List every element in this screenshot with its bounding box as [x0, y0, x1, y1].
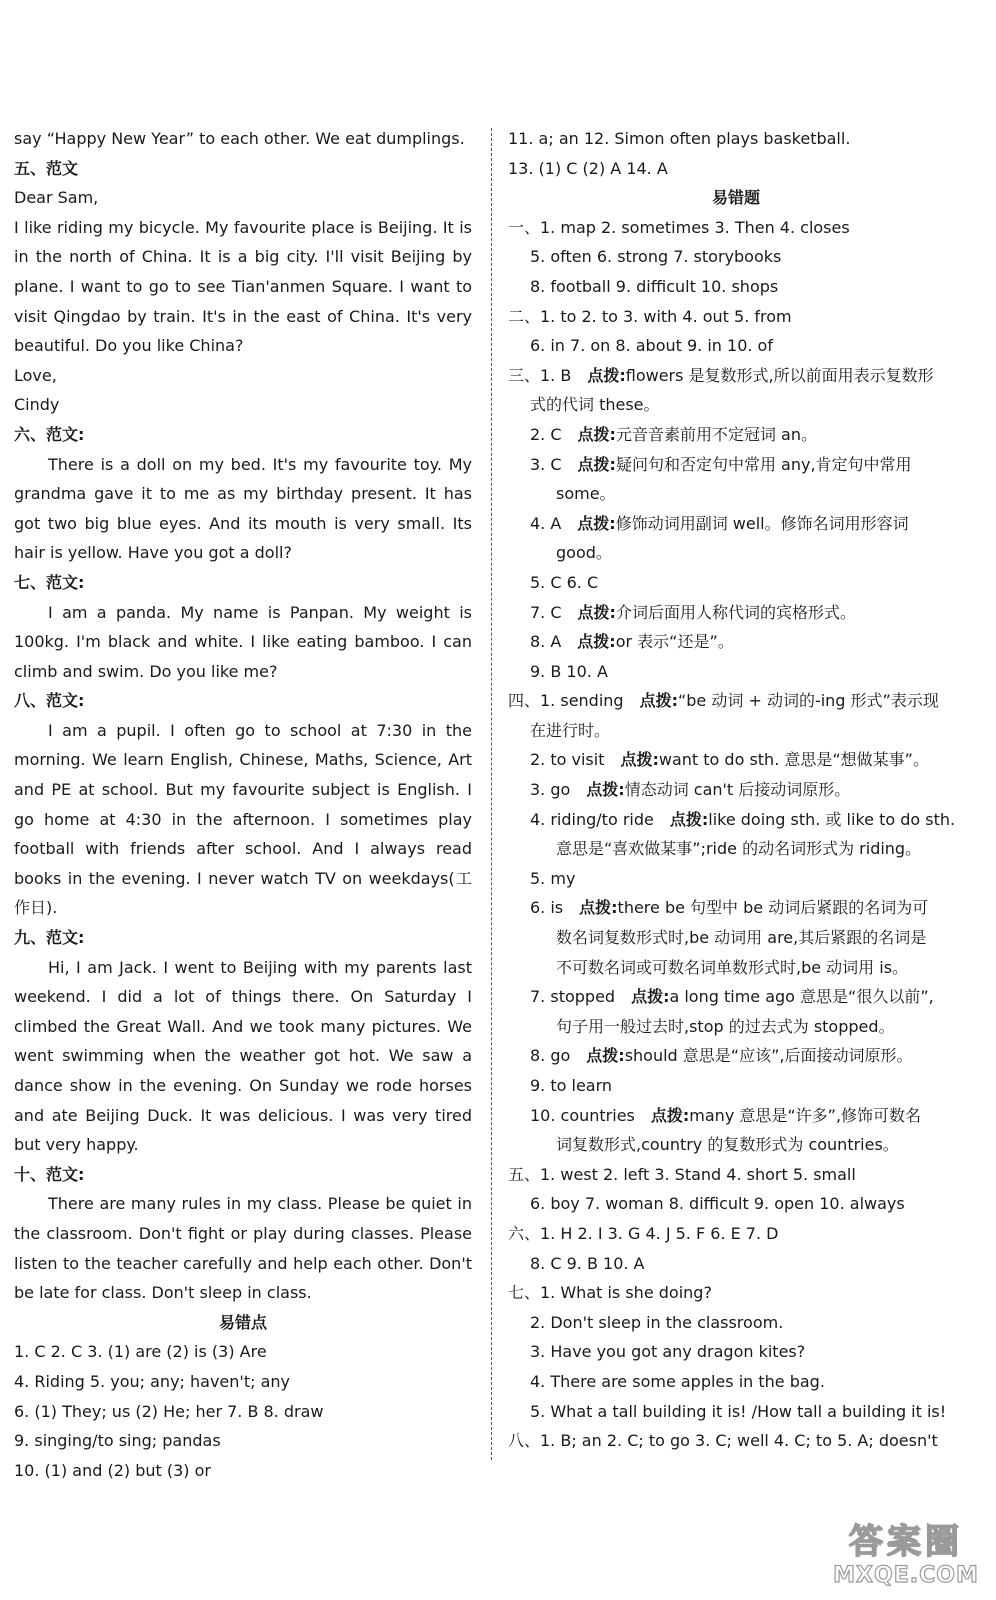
tip-label: 点拨:: [577, 632, 616, 652]
tip-text: 修饰动词用副词 well。修饰名词用形容词: [615, 513, 909, 533]
tip-label: 点拨:: [577, 513, 616, 533]
tip-continuation: 词复数形式,country 的复数形式为 countries。: [556, 1135, 899, 1155]
tip-text: “be 动词 + 动词的-ing 形式”表示现: [677, 691, 939, 711]
error-questions-heading: 易错题: [711, 188, 760, 208]
tip-text: like doing sth. 或 like to do sth.: [708, 809, 956, 829]
tip-label: 点拨:: [587, 365, 626, 385]
right-column: [508, 124, 964, 1456]
item-number: 3. C: [530, 454, 562, 474]
item-number: 10. countries: [530, 1105, 635, 1125]
error-points-line: 4. Riding 5. you; any; haven't; any: [14, 1371, 290, 1391]
group-4-item: [508, 1101, 964, 1131]
group-7-line: 七、1. What is she doing?: [508, 1283, 712, 1303]
item-number: 8. A: [530, 632, 562, 652]
section-8-heading: 八、范文:: [14, 691, 85, 711]
tip-text: a long time ago 意思是“很久以前”,: [669, 987, 934, 1007]
group-4-item: [508, 686, 964, 716]
group-2-line: 二、1. to 2. to 3. with 4. out 5. from: [508, 306, 792, 326]
tip-text: 情态动词 can't 后接动词原形。: [624, 780, 851, 800]
tip-label: 点拨:: [577, 454, 616, 474]
group-7-line: 4. There are some apples in the bag.: [530, 1371, 825, 1391]
group-7-line: 2. Don't sleep in the classroom.: [530, 1312, 784, 1332]
tip-text: or 表示“还是”。: [615, 632, 734, 652]
section-10-heading: 十、范文:: [14, 1164, 85, 1184]
tip-continuation: good。: [556, 543, 612, 563]
tip-continuation: 意思是“喜欢做某事”;ride 的动名词形式为 riding。: [556, 839, 922, 859]
group-8-line: 八、1. B; an 2. C; to go 3. C; well 4. C; to 5. A; doesn't: [508, 1431, 938, 1451]
group-4-item: [508, 893, 964, 923]
group-3-item: [508, 598, 964, 628]
section-9-essay: Hi, I am Jack. I went to Beijing with my parents last weekend. I did a lot of things there. On Saturday I climbed the Great Wall. And we took many pictures. We went swimming when the weather got hot. We saw a dance show in the evening. On Sunday we rode horses and ate Beijing Duck. It was delicious. I was very tired but very happy.: [14, 957, 472, 1155]
section-6-heading: 六、范文:: [14, 424, 85, 444]
group-4-item: 5. my: [530, 868, 576, 888]
item-number: 2. to visit: [530, 750, 605, 770]
item-number: 8. go: [530, 1046, 571, 1066]
item-number: 3. go: [530, 780, 571, 800]
tip-text: want to do sth. 意思是“想做某事”。: [658, 750, 929, 770]
letter-greeting: Dear Sam,: [14, 188, 99, 208]
item-number: 三、1. B: [508, 365, 572, 385]
answer-line: 13. (1) C (2) A 14. A: [508, 158, 668, 178]
group-1-line: 一、1. map 2. sometimes 3. Then 4. closes: [508, 217, 850, 237]
group-3-item: 5. C 6. C: [530, 572, 599, 592]
section-8-essay: I am a pupil. I often go to school at 7:30 in the morning. We learn English, Chinese, Maths, Science, Art and PE at school. But my favourite subject is English. I go home at 4:30 in the afternoon. I sometimes play football with friends after school. And I always read books in the evening. I never watch TV on weekdays(工作日).: [14, 720, 472, 918]
letter-signature: Cindy: [14, 395, 60, 415]
letter-closing: Love,: [14, 365, 57, 385]
section-5-heading: 五、范文: [14, 158, 79, 178]
group-2-line: 6. in 7. on 8. about 9. in 10. of: [530, 336, 773, 356]
group-6-line: 六、1. H 2. I 3. G 4. J 5. F 6. E 7. D: [508, 1223, 779, 1243]
group-3-item: 9. B 10. A: [530, 661, 608, 681]
error-points-line: 9. singing/to sing; pandas: [14, 1431, 221, 1451]
tip-text: 元音音素前用不定冠词 an。: [615, 424, 817, 444]
section-6-essay: There is a doll on my bed. It's my favourite toy. My grandma gave it to me as my birthday present. It has got two big blue eyes. And its mouth is very small. Its hair is yellow. Have you got a doll?: [14, 454, 472, 563]
watermark-chinese: 答案圈: [849, 1522, 963, 1562]
item-number: 6. is: [530, 898, 564, 918]
tip-text: 介词后面用人称代词的宾格形式。: [615, 602, 856, 622]
tip-text: 疑问句和否定句中常用 any,肯定句中常用: [615, 454, 912, 474]
item-number: 4. riding/to ride: [530, 809, 654, 829]
group-4-item: [508, 745, 964, 775]
watermark-url: MXQE.COM: [833, 1563, 979, 1588]
tip-continuation: 在进行时。: [530, 720, 611, 740]
group-7-line: 5. What a tall building it is! /How tall a building it is!: [530, 1401, 947, 1421]
tip-label: 点拨:: [631, 987, 670, 1007]
section-9-heading: 九、范文:: [14, 928, 85, 948]
tip-continuation: 式的代词 these。: [530, 395, 660, 415]
tip-text: many 意思是“许多”,修饰可数名: [689, 1105, 922, 1125]
group-4-item: [508, 775, 964, 805]
group-1-line: 8. football 9. difficult 10. shops: [530, 276, 779, 296]
tip-label: 点拨:: [577, 424, 616, 444]
section-7-heading: 七、范文:: [14, 572, 85, 592]
group-5-line: 6. boy 7. woman 8. difficult 9. open 10. always: [530, 1194, 905, 1214]
left-column: [14, 124, 472, 1485]
tip-text: should 意思是“应该”,后面接动词原形。: [624, 1046, 913, 1066]
intro-line: say “Happy New Year” to each other. We eat dumplings.: [14, 129, 465, 148]
tip-label: 点拨:: [639, 691, 678, 711]
tip-label: 点拨:: [669, 809, 709, 829]
group-3-item: [508, 361, 964, 391]
item-number: 7. stopped: [530, 987, 616, 1007]
group-4-item: [508, 982, 964, 1012]
group-5-line: 五、1. west 2. left 3. Stand 4. short 5. small: [508, 1164, 856, 1184]
tip-label: 点拨:: [586, 1046, 625, 1066]
group-3-item: [508, 509, 964, 539]
group-4-item: [508, 1041, 964, 1071]
tip-label: 点拨:: [586, 780, 625, 800]
tip-continuation: some。: [556, 484, 616, 504]
tip-text: there be 句型中 be 动词后紧跟的名词为可: [617, 898, 929, 918]
section-7-essay: I am a panda. My name is Panpan. My weight is 100kg. I'm black and white. I like eating bamboo. I can climb and swim. Do you like me?: [14, 602, 472, 681]
tip-text: flowers 是复数形式,所以前面用表示复数形: [625, 365, 934, 385]
group-4-item: 9. to learn: [530, 1076, 613, 1095]
group-3-item: [508, 450, 964, 480]
error-points-line: 10. (1) and (2) but (3) or: [14, 1460, 211, 1480]
tip-label: 点拨:: [650, 1105, 690, 1125]
section-10-essay: There are many rules in my class. Please be quiet in the classroom. Don't fight or play during classes. Please listen to the teacher carefully and help each other. Don't be late for class. Don't sleep in class.: [14, 1194, 472, 1303]
group-6-line: 8. C 9. B 10. A: [530, 1253, 645, 1273]
error-points-heading: 易错点: [218, 1312, 267, 1332]
tip-continuation: 数名词复数形式时,be 动词用 are,其后紧跟的名词是: [556, 928, 927, 948]
group-7-line: 3. Have you got any dragon kites?: [530, 1342, 806, 1362]
item-number: 4. A: [530, 513, 562, 533]
group-1-line: 5. often 6. strong 7. storybooks: [530, 247, 782, 267]
tip-continuation: 句子用一般过去时,stop 的过去式为 stopped。: [556, 1016, 895, 1036]
group-4-item: [508, 805, 964, 835]
tip-continuation: 不可数名词或可数名词单数形式时,be 动词用 is。: [556, 957, 909, 977]
group-3-item: [508, 420, 964, 450]
item-number: 2. C: [530, 424, 562, 444]
tip-label: 点拨:: [579, 898, 618, 918]
error-points-line: 6. (1) They; us (2) He; her 7. B 8. draw: [14, 1401, 324, 1421]
item-number: 7. C: [530, 602, 562, 622]
error-points-line: 1. C 2. C 3. (1) are (2) is (3) Are: [14, 1342, 267, 1362]
tip-label: 点拨:: [620, 750, 659, 770]
column-divider: [491, 128, 492, 1460]
tip-label: 点拨:: [577, 602, 616, 622]
letter-body: I like riding my bicycle. My favourite place is Beijing. It is in the north of China. It is a big city. I'll visit Beijing by plane. I want to go to see Tian'anmen Square. I want to visit Qingdao by train. It's in the east of China. It's very beautiful. Do you like China?: [14, 217, 472, 356]
watermark-logo: [826, 1514, 986, 1588]
answer-line: 11. a; an 12. Simon often plays basketball.: [508, 129, 851, 148]
group-3-item: [508, 627, 964, 657]
item-number: 四、1. sending: [508, 691, 624, 711]
